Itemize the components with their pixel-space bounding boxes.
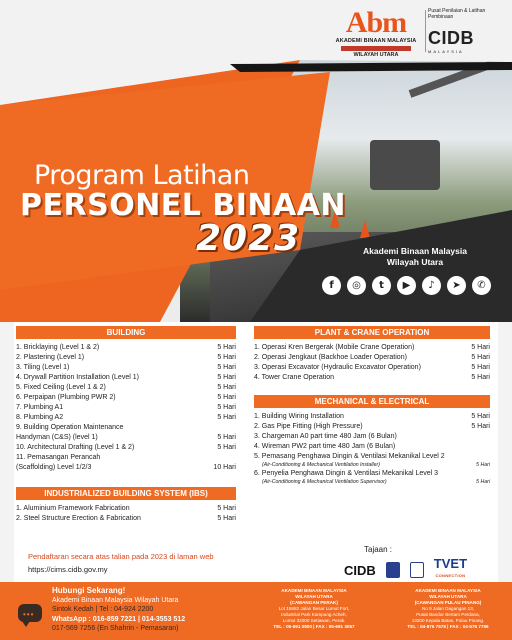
course-label: 5. Fixed Ceiling (Level 1 & 2) bbox=[16, 384, 106, 391]
course-label: (Air-Conditioning & Mechanical Ventilation Installer) bbox=[262, 462, 380, 468]
course-label: 4. Drywall Partition Installation (Level 1) bbox=[16, 374, 139, 381]
course-item bbox=[16, 343, 236, 353]
course-item bbox=[254, 432, 490, 442]
contact-whatsapp[interactable]: WhatsApp : 016-859 7221 | 014-3553 512 bbox=[52, 615, 186, 623]
youtube-icon[interactable]: ▶ bbox=[397, 276, 416, 295]
course-label: 11. Pemasangan Perancah bbox=[16, 454, 101, 461]
course-item bbox=[16, 353, 236, 363]
course-item bbox=[254, 412, 490, 422]
course-label: Handyman (C&S) (level 1) bbox=[16, 434, 98, 441]
sponsor-badge-icon bbox=[386, 562, 400, 578]
telegram-icon[interactable]: ➤ bbox=[447, 276, 466, 295]
course-item bbox=[254, 479, 490, 486]
course-label: (Scaffolding) Level 1/2/3 bbox=[16, 464, 92, 471]
course-item bbox=[254, 343, 490, 353]
course-duration bbox=[198, 453, 236, 463]
course-item bbox=[254, 353, 490, 363]
branch-perak-addr3: Lumut 32000 Setiawan, Perak. bbox=[282, 618, 346, 623]
course-duration: 5 Hari bbox=[217, 414, 236, 421]
akademi-line1: Akademi Binaan Malaysia bbox=[363, 246, 467, 256]
contact-marketing[interactable]: 017-569 7256 (En Shahrin - Pemasaran) bbox=[52, 625, 179, 632]
course-label: 1. Building Wiring Installation bbox=[254, 413, 344, 420]
course-duration: 5 Hari bbox=[217, 374, 236, 381]
branch-penang-addr1: No 9 Jalan Dagangan 13, bbox=[421, 606, 475, 611]
sponsor-tvet-logo bbox=[434, 558, 467, 582]
ibs-heading: INDUSTRIALIZED BUILDING SYSTEM (IBS) bbox=[16, 487, 236, 500]
branch-penang-title2: WILAYAH UTARA bbox=[429, 594, 467, 599]
branch-penang-title1: AKADEMI BINAAN MALAYSIA bbox=[415, 588, 481, 593]
course-label: 1. Bricklaying (Level 1 & 2) bbox=[16, 344, 100, 351]
course-label: 2. Operasi Jengkaut (Backhoe Loader Operation) bbox=[254, 354, 407, 361]
tvet-sub: CONNECTION bbox=[435, 573, 466, 578]
course-duration bbox=[452, 432, 490, 442]
cidb-pusat-text: Pusat Penilaian & Latihan Pembinaan bbox=[428, 8, 486, 20]
course-duration: 5 Hari bbox=[471, 374, 490, 381]
course-item bbox=[254, 452, 490, 462]
course-duration: 5 Hari bbox=[471, 354, 490, 361]
course-duration bbox=[452, 442, 490, 452]
branch-perak-addr2: Industrial Park Kampung Acheh, bbox=[281, 612, 347, 617]
course-item bbox=[254, 469, 490, 479]
course-duration: 5 Hari bbox=[217, 384, 236, 391]
branch-perak bbox=[262, 588, 366, 630]
course-label: 3. Chargeman A0 part time 480 Jam (6 Bulan) bbox=[254, 433, 397, 440]
course-duration bbox=[452, 452, 490, 462]
branch-penang-title3: (CAWANGAN PULAU PINANG) bbox=[414, 600, 482, 605]
abm-logo-region: WILAYAH UTARA bbox=[353, 52, 399, 58]
course-label: 9. Building Operation Maintenance bbox=[16, 424, 124, 431]
abm-logo-name: AKADEMI BINAAN MALAYSIA bbox=[335, 38, 417, 44]
akademi-caption bbox=[330, 246, 500, 268]
course-item bbox=[16, 504, 236, 514]
course-duration: 5 Hari bbox=[471, 423, 490, 430]
course-item bbox=[16, 393, 236, 403]
akademi-line2: Wilayah Utara bbox=[386, 257, 444, 267]
course-duration: 5 Hari bbox=[217, 444, 236, 451]
course-item bbox=[254, 442, 490, 452]
twitter-icon[interactable]: t bbox=[372, 276, 391, 295]
sponsor-cert-icon bbox=[410, 562, 424, 578]
course-duration: 5 Hari bbox=[217, 505, 236, 512]
course-duration: 5 Hari bbox=[476, 462, 490, 468]
course-duration: 5 Hari bbox=[476, 479, 490, 485]
contact-heading: Hubungi Sekarang! bbox=[52, 586, 126, 595]
tvet-word: TVET bbox=[433, 556, 468, 571]
sponsor-label: Tajaan : bbox=[364, 545, 393, 554]
course-item bbox=[16, 443, 236, 453]
course-label: 8. Plumbing A2 bbox=[16, 414, 64, 421]
course-duration: 5 Hari bbox=[217, 404, 236, 411]
branch-perak-title3: (CAWANGAN PERAK) bbox=[290, 600, 338, 605]
sponsor-cidb-logo: CIDB bbox=[344, 562, 376, 578]
registration-notice: Pendaftaran secara atas talian pada 2023 di laman web bbox=[28, 552, 214, 561]
registration-link[interactable]: https://cims.cidb.gov.my bbox=[28, 565, 108, 574]
branch-penang-addr2: Pusat Bandar Bertam Perdana, bbox=[416, 612, 480, 617]
course-duration: 5 Hari bbox=[217, 394, 236, 401]
course-duration: 5 Hari bbox=[471, 413, 490, 420]
branch-perak-title2: WILAYAH UTARA bbox=[295, 594, 333, 599]
whatsapp-icon[interactable]: ✆ bbox=[472, 276, 491, 295]
branch-penang-tel: TEL : 04-576 7578 | FAX : 04-576 7796 bbox=[407, 624, 489, 629]
course-item bbox=[16, 423, 236, 433]
plant-heading: PLANT & CRANE OPERATION bbox=[254, 326, 490, 339]
course-duration: 5 Hari bbox=[217, 364, 236, 371]
abm-logo bbox=[330, 8, 422, 58]
branch-penang-addr3: 13200 Kepala Batas, Pulau Pinang. bbox=[411, 618, 485, 623]
contact-phone[interactable]: Sintok Kedah | Tel : 04-924 2200 bbox=[52, 606, 154, 613]
contact-block bbox=[52, 586, 185, 634]
branch-penang bbox=[396, 588, 500, 630]
program-title-line1: Program Latihan bbox=[34, 160, 250, 191]
course-duration: 5 Hari bbox=[217, 354, 236, 361]
branch-perak-title1: AKADEMI BINAAN MALAYSIA bbox=[281, 588, 347, 593]
course-label: 2. Plastering (Level 1) bbox=[16, 354, 85, 361]
program-title-line2: PERSONEL BINAAN bbox=[20, 188, 347, 223]
course-item bbox=[16, 463, 236, 473]
course-label: 4. Tower Crane Operation bbox=[254, 374, 335, 381]
course-duration: 10 Hari bbox=[213, 464, 236, 471]
course-label: 1. Operasi Kren Bergerak (Mobile Crane Operation) bbox=[254, 344, 415, 351]
course-item bbox=[16, 433, 236, 443]
logo-divider bbox=[425, 10, 426, 52]
course-duration: 5 Hari bbox=[217, 515, 236, 522]
program-year: 2023 bbox=[196, 218, 301, 259]
ibs-course-list bbox=[16, 504, 236, 524]
course-duration: 5 Hari bbox=[471, 344, 490, 351]
building-course-list bbox=[16, 343, 236, 473]
plant-course-list bbox=[254, 343, 490, 383]
course-label: 5. Pemasang Penghawa Dingin & Ventilasi Mekanikal Level 2 bbox=[254, 453, 445, 460]
right-column bbox=[254, 326, 490, 486]
course-item bbox=[16, 383, 236, 393]
course-duration: 5 Hari bbox=[217, 344, 236, 351]
course-label: 2. Steel Structure Erection & Fabrication bbox=[16, 515, 141, 522]
course-item bbox=[16, 514, 236, 524]
building-heading: BUILDING bbox=[16, 326, 236, 339]
course-label: 2. Gas Pipe Fitting (High Pressure) bbox=[254, 423, 363, 430]
contact-line1: Akademi Binaan Malaysia Wilayah Utara bbox=[52, 596, 179, 604]
course-duration: 5 Hari bbox=[217, 434, 236, 441]
course-label: 6. Perpaipan (Plumbing PWR 2) bbox=[16, 394, 116, 401]
course-label: 6. Penyelia Penghawa Dingin & Ventilasi Mekanikal Level 3 bbox=[254, 470, 439, 477]
course-label: 4. Wireman PW2 part time 480 Jam (6 Bulan) bbox=[254, 443, 396, 450]
course-label: 3. Operasi Excavator (Hydraulic Excavator Operation) bbox=[254, 364, 421, 371]
course-label: 7. Plumbing A1 bbox=[16, 404, 64, 411]
course-item bbox=[254, 373, 490, 383]
course-item bbox=[254, 363, 490, 373]
social-links bbox=[322, 276, 491, 295]
sponsor-logos bbox=[344, 558, 467, 582]
branch-perak-addr1: Lot 15882 Jalan Besar Lumut Fort, bbox=[278, 606, 350, 611]
branch-perak-tel: TEL : 05-691 0800 | FAX : 05-691 3057 bbox=[273, 624, 355, 629]
course-label: 1. Aluminium Framework Fabrication bbox=[16, 505, 130, 512]
left-column bbox=[16, 326, 236, 524]
instagram-icon[interactable]: ◎ bbox=[347, 276, 366, 295]
course-item bbox=[16, 413, 236, 423]
cidb-logo-word: CIDB bbox=[428, 28, 474, 48]
course-item bbox=[16, 403, 236, 413]
course-item bbox=[16, 453, 236, 463]
course-duration: 5 Hari bbox=[471, 364, 490, 371]
mech-heading: MECHANICAL & ELECTRICAL bbox=[254, 395, 490, 408]
abm-logo-word: Abm bbox=[345, 6, 407, 39]
course-duration bbox=[198, 423, 236, 433]
course-item bbox=[254, 422, 490, 432]
course-label: (Air-Conditioning & Mechanical Ventilation Supervisor) bbox=[262, 479, 387, 485]
course-item bbox=[16, 373, 236, 383]
course-label: 10. Architectural Drafting (Level 1 & 2) bbox=[16, 444, 135, 451]
cidb-logo bbox=[428, 8, 508, 54]
course-item bbox=[16, 363, 236, 373]
facebook-icon[interactable]: f bbox=[322, 276, 341, 295]
course-duration bbox=[452, 469, 490, 479]
tiktok-icon[interactable]: ♪ bbox=[422, 276, 441, 295]
cidb-logo-country: MALAYSIA bbox=[428, 49, 464, 54]
course-item bbox=[254, 462, 490, 469]
mech-course-list bbox=[254, 412, 490, 486]
course-label: 3. Tiling (Level 1) bbox=[16, 364, 70, 371]
